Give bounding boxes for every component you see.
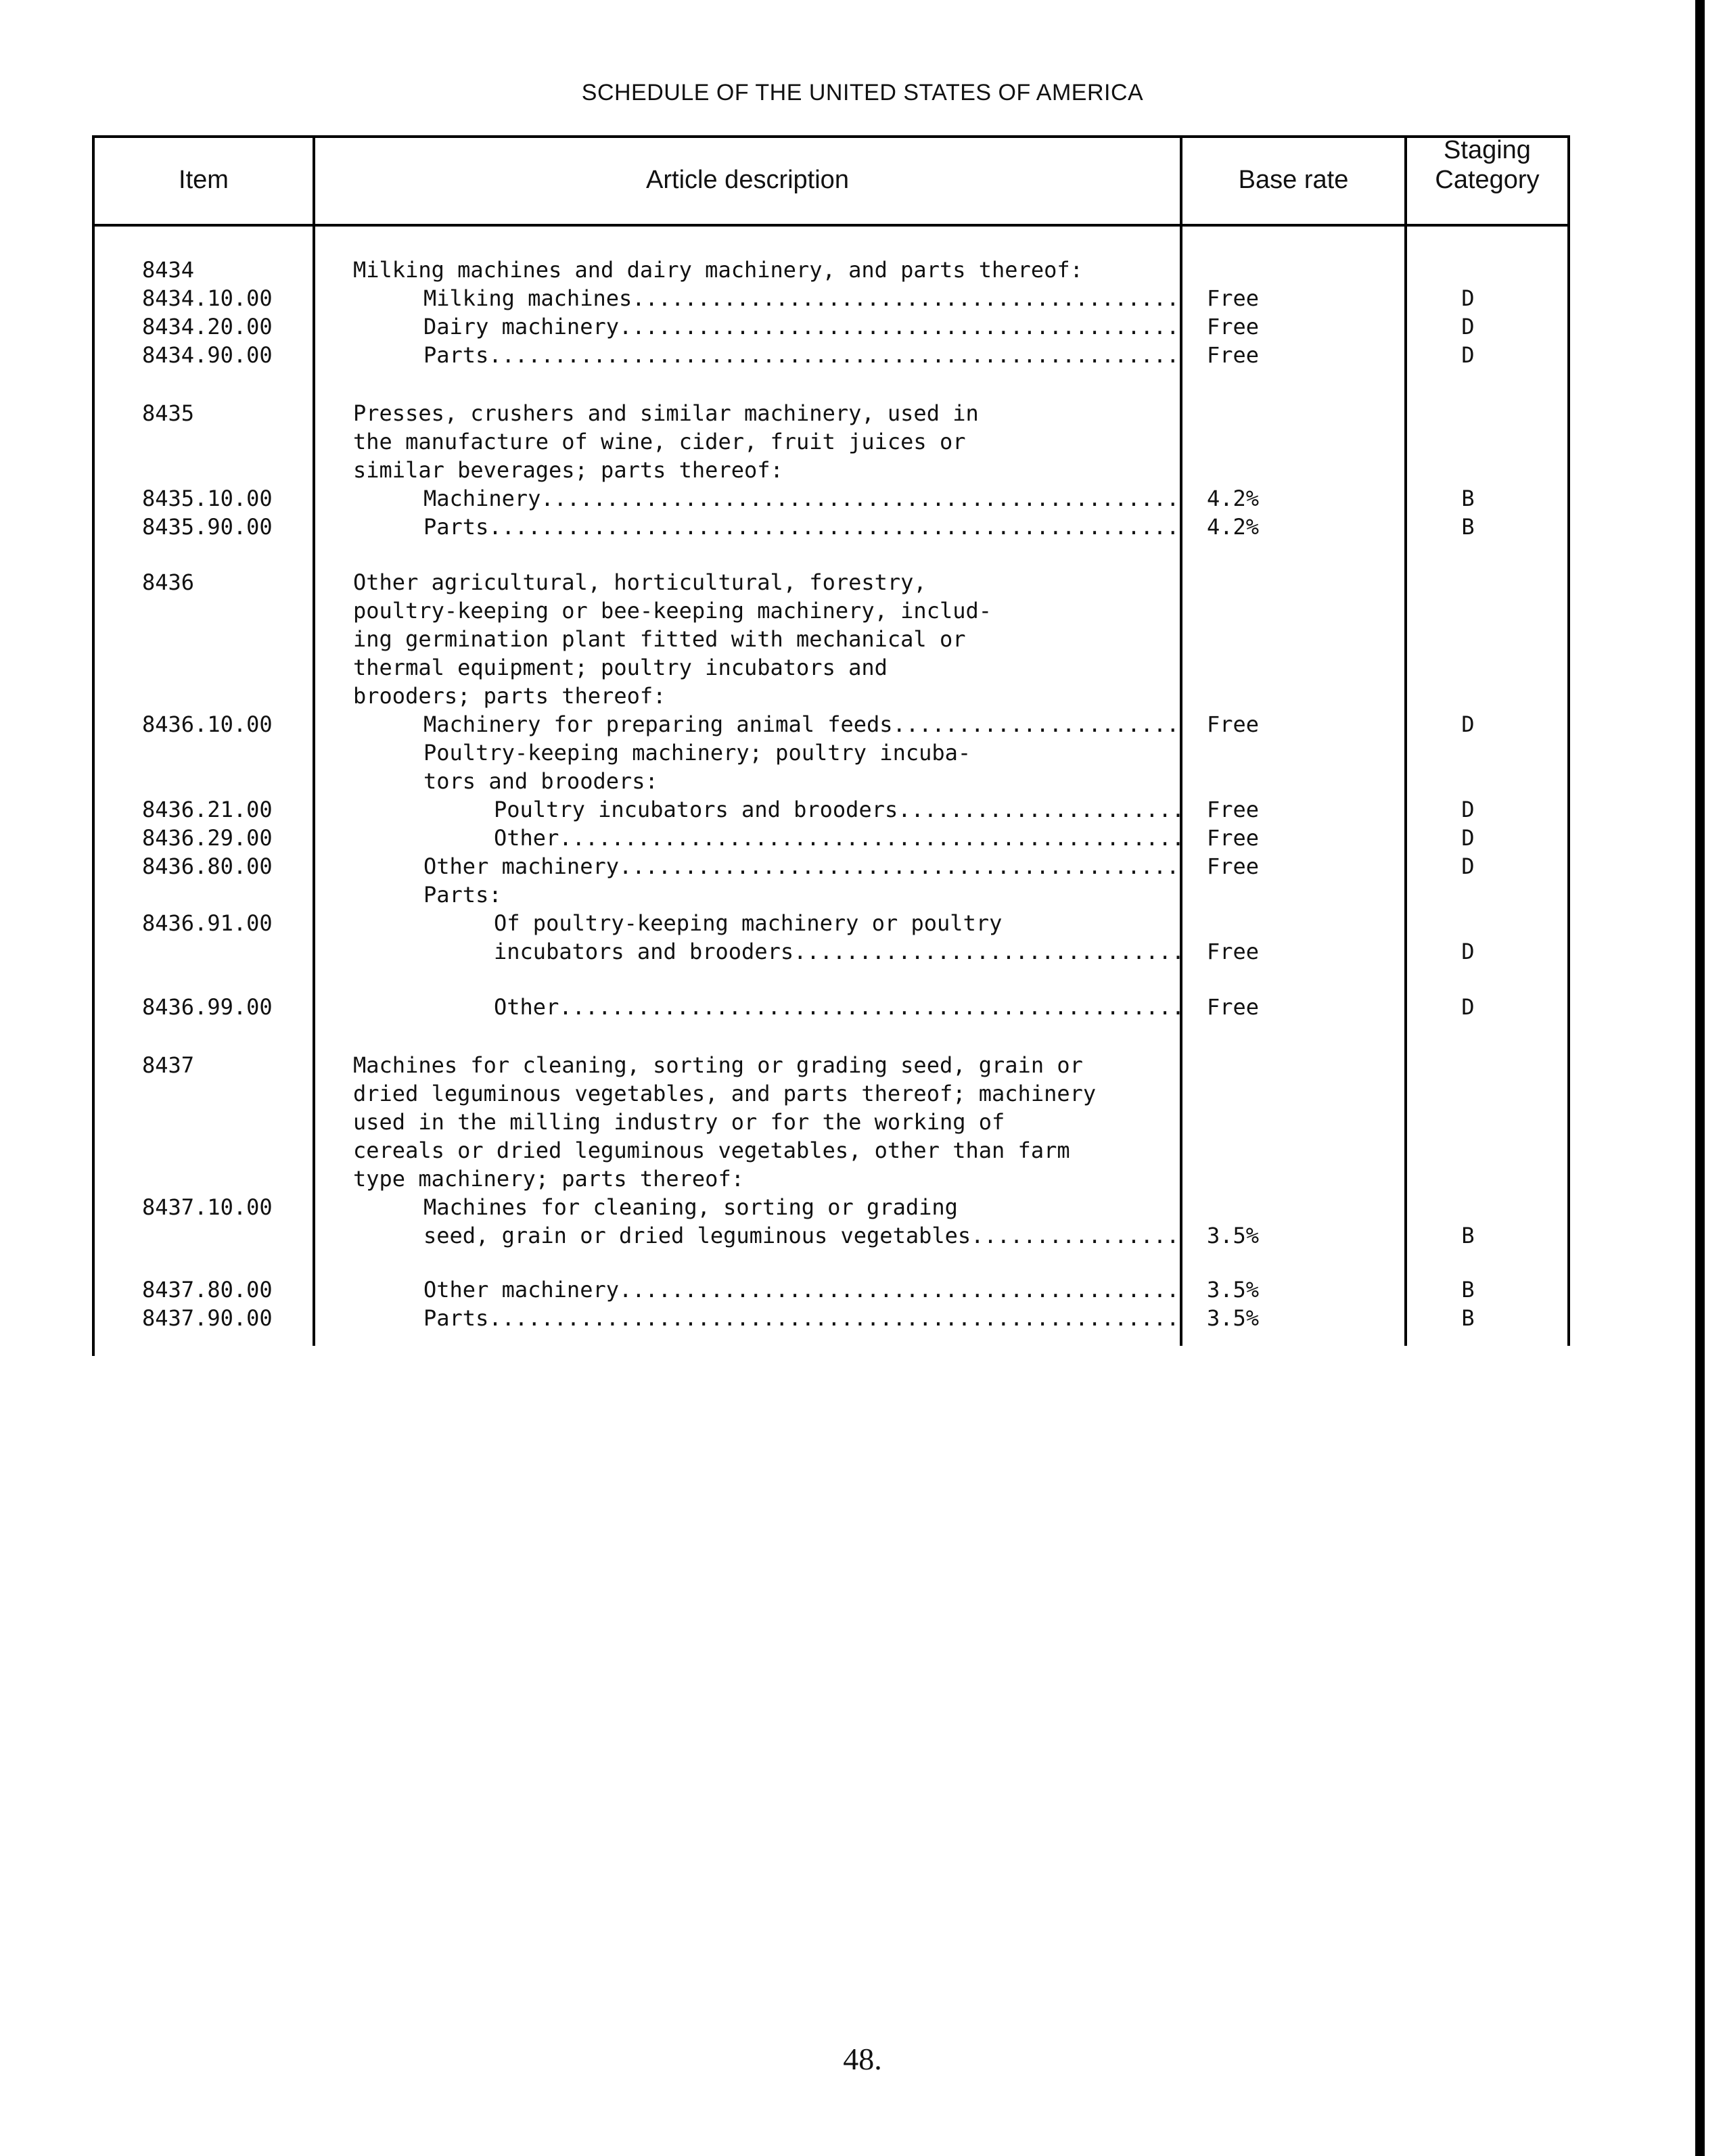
- description-text: Other: [494, 825, 559, 851]
- description-text: Poultry-keeping machinery; poultry incuba-: [423, 740, 971, 766]
- leader-dots: [488, 341, 1180, 369]
- description-text: Other: [494, 994, 559, 1020]
- staging-category: D: [1461, 939, 1475, 964]
- leader-dots: [559, 824, 1180, 852]
- page-edge-rule: [1695, 0, 1705, 2156]
- item-number: 8436.29.00: [142, 825, 273, 851]
- base-rate: Free: [1207, 853, 1260, 879]
- item-column-rule: [313, 135, 315, 1346]
- description-text: the manufacture of wine, cider, fruit juices or: [353, 429, 966, 454]
- article-description: [353, 484, 1180, 513]
- item-number: 8436.99.00: [142, 994, 273, 1020]
- description-text: brooders; parts thereof:: [353, 683, 666, 709]
- base-rate: 4.2%: [1207, 514, 1260, 540]
- article-description: [353, 653, 1180, 682]
- item-number: 8436.91.00: [142, 910, 273, 936]
- article-description: [353, 456, 1180, 484]
- header-base-rate: Base rate: [1238, 166, 1349, 194]
- description-text: Machines for cleaning, sorting or grading: [423, 1194, 958, 1220]
- description-text: ing germination plant fitted with mechanical or: [353, 626, 966, 652]
- description-text: Other agricultural, horticultural, forestry,: [353, 569, 927, 595]
- description-text: cereals or dried leguminous vegetables, other than farm: [353, 1138, 1070, 1163]
- base-rate: Free: [1207, 994, 1260, 1020]
- header-staging-line2: Category: [1435, 166, 1540, 194]
- staging-category: D: [1461, 797, 1475, 822]
- staging-category: D: [1461, 825, 1475, 851]
- article-description: [353, 399, 1180, 427]
- description-text: Of poultry-keeping machinery or poultry: [494, 910, 1003, 936]
- item-number: 8437: [142, 1052, 195, 1078]
- base-rate: 3.5%: [1207, 1223, 1260, 1248]
- article-description: [353, 341, 1180, 369]
- page-number: 48.: [843, 2042, 882, 2076]
- description-text: Milking machines and dairy machinery, and parts thereof:: [353, 257, 1083, 283]
- base-rate: 4.2%: [1207, 486, 1260, 511]
- description-text: Machinery for preparing animal feeds: [423, 711, 893, 737]
- article-description: [353, 284, 1180, 312]
- staging-category: D: [1461, 711, 1475, 737]
- item-number: 8434.90.00: [142, 342, 273, 368]
- description-text: used in the milling industry or for the working of: [353, 1109, 1005, 1135]
- article-description: [353, 513, 1180, 541]
- article-description: [353, 1051, 1180, 1079]
- item-number: 8434.20.00: [142, 314, 273, 339]
- item-number: 8435.90.00: [142, 514, 273, 540]
- article-description: [353, 993, 1180, 1021]
- base-rate: Free: [1207, 342, 1260, 368]
- base-rate: Free: [1207, 285, 1260, 311]
- staging-category: B: [1461, 1223, 1475, 1248]
- staging-category: B: [1461, 486, 1475, 511]
- staging-category: D: [1461, 285, 1475, 311]
- header-staging-line1: Staging: [1444, 136, 1531, 164]
- description-text: Machinery: [423, 486, 541, 511]
- article-description: [353, 1304, 1180, 1332]
- description-text: Parts: [423, 514, 489, 540]
- header-staging-category: [1407, 135, 1567, 195]
- description-text: Dairy machinery: [423, 314, 619, 339]
- item-number: 8436.21.00: [142, 797, 273, 822]
- description-text: Milking machines: [423, 285, 632, 311]
- description-text: Other machinery: [423, 853, 619, 879]
- leader-dots: [632, 284, 1180, 312]
- base-rate: Free: [1207, 939, 1260, 964]
- item-number: 8437.10.00: [142, 1194, 273, 1220]
- base-rate: Free: [1207, 711, 1260, 737]
- leader-dots: [488, 513, 1180, 541]
- leader-dots: [540, 484, 1180, 513]
- description-text: Other machinery: [423, 1277, 619, 1303]
- leader-dots: [488, 1304, 1180, 1332]
- header-item: Item: [179, 166, 229, 194]
- leader-dots: [971, 1221, 1180, 1250]
- staging-category: D: [1461, 342, 1475, 368]
- table-right-rule: [1567, 135, 1570, 1346]
- base-rate: Free: [1207, 825, 1260, 851]
- table-left-rule: [92, 135, 95, 1356]
- article-description: [353, 1079, 1180, 1108]
- staging-category: D: [1461, 314, 1475, 339]
- leader-dots: [898, 795, 1180, 824]
- leader-dots: [893, 710, 1180, 739]
- leader-dots: [619, 312, 1180, 341]
- leader-dots: [619, 852, 1180, 881]
- item-number: 8436.10.00: [142, 711, 273, 737]
- item-number: 8436: [142, 569, 195, 595]
- article-description: [353, 1108, 1180, 1136]
- base-rate: 3.5%: [1207, 1277, 1260, 1303]
- leader-dots: [619, 1275, 1180, 1304]
- item-number: 8436.80.00: [142, 853, 273, 879]
- staging-category: B: [1461, 514, 1475, 540]
- staging-category: D: [1461, 994, 1475, 1020]
- leader-dots: [559, 993, 1180, 1021]
- description-text: type machinery; parts thereof:: [353, 1166, 744, 1192]
- item-number: 8434.10.00: [142, 285, 273, 311]
- description-text: Parts:: [423, 882, 502, 908]
- description-text: Presses, crushers and similar machinery, used in: [353, 400, 979, 426]
- article-description: [353, 682, 1180, 710]
- article-description: [353, 256, 1180, 284]
- item-number: 8437.80.00: [142, 1277, 273, 1303]
- article-description: [353, 427, 1180, 456]
- article-description: [353, 909, 1180, 937]
- article-description: [353, 767, 1180, 795]
- article-description: [353, 795, 1180, 824]
- article-description: [353, 596, 1180, 625]
- article-description: [353, 881, 1180, 909]
- item-number: 8435: [142, 400, 195, 426]
- document-title: SCHEDULE OF THE UNITED STATES OF AMERICA: [581, 80, 1144, 106]
- article-description: [353, 739, 1180, 767]
- article-description: [353, 852, 1180, 881]
- article-description: [353, 937, 1180, 966]
- article-description: [353, 1193, 1180, 1221]
- description-text: seed, grain or dried leguminous vegetables: [423, 1223, 971, 1248]
- article-description: [353, 1136, 1180, 1165]
- description-text: Poultry incubators and brooders: [494, 797, 898, 822]
- description-text: Parts: [423, 1305, 489, 1331]
- item-number: 8435.10.00: [142, 486, 273, 511]
- item-number: 8434: [142, 257, 195, 283]
- base-rate: Free: [1207, 797, 1260, 822]
- description-text: tors and brooders:: [423, 768, 658, 794]
- staging-category: B: [1461, 1305, 1475, 1331]
- description-text: thermal equipment; poultry incubators and: [353, 655, 888, 680]
- article-description: [353, 1221, 1180, 1250]
- staging-category: D: [1461, 853, 1475, 879]
- article-description: [353, 710, 1180, 739]
- article-description: [353, 1165, 1180, 1193]
- article-description: [353, 824, 1180, 852]
- article-description: [353, 625, 1180, 653]
- staging-category: B: [1461, 1277, 1475, 1303]
- description-text: poultry-keeping or bee-keeping machinery, includ-: [353, 598, 992, 624]
- description-text: dried leguminous vegetables, and parts thereof; machinery: [353, 1081, 1097, 1106]
- leader-dots: [794, 937, 1180, 966]
- description-column-rule: [1180, 135, 1182, 1346]
- description-text: incubators and brooders: [494, 939, 794, 964]
- item-number: 8437.90.00: [142, 1305, 273, 1331]
- header-description: Article description: [646, 166, 849, 194]
- base-rate: Free: [1207, 314, 1260, 339]
- base-rate: 3.5%: [1207, 1305, 1260, 1331]
- description-text: similar beverages; parts thereof:: [353, 457, 783, 483]
- description-text: Machines for cleaning, sorting or grading seed, grain or: [353, 1052, 1083, 1078]
- article-description: [353, 568, 1180, 596]
- article-description: [353, 312, 1180, 341]
- article-description: [353, 1275, 1180, 1304]
- description-text: Parts: [423, 342, 489, 368]
